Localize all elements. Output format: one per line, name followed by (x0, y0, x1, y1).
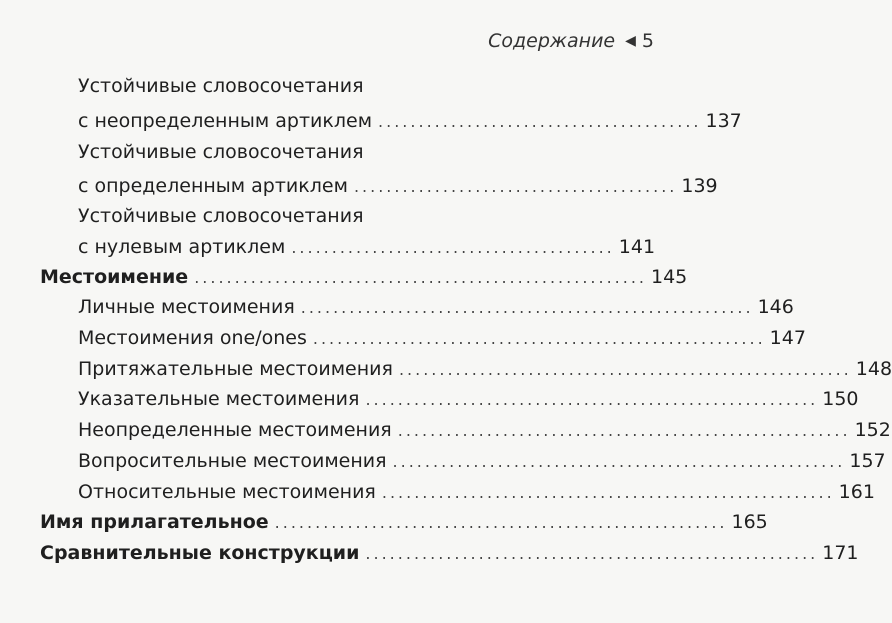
dot-leader: ........................................................ (365, 544, 819, 563)
triangle-left-icon: ◀ (625, 33, 636, 49)
toc-entry[interactable] (78, 323, 806, 353)
toc-entry[interactable] (78, 292, 794, 322)
dot-leader: ........................................................ (300, 298, 754, 317)
toc-entry[interactable] (78, 415, 891, 445)
dot-leader: ........................................ (378, 112, 702, 131)
toc-entry[interactable] (78, 477, 875, 507)
toc-entry-page: 141 (618, 236, 656, 258)
toc-entry-page: 150 (822, 388, 859, 410)
dot-leader: ........................................................ (398, 360, 852, 379)
dot-leader: ........................................................ (312, 329, 766, 348)
toc-entry[interactable] (40, 507, 768, 537)
toc-entry[interactable] (78, 232, 656, 262)
toc-entry-label: с неопределенным артиклем (78, 110, 373, 132)
toc-entry-label: Указательные местоимения (78, 388, 360, 410)
toc-entry-label: Местоимение (40, 266, 189, 288)
dot-leader: ........................................................ (365, 390, 819, 409)
toc-entry[interactable] (78, 384, 859, 414)
running-header (488, 30, 654, 52)
toc-entry-page: 147 (769, 327, 806, 349)
dot-leader: ........................................................ (392, 452, 846, 471)
dot-leader: ........................................ (291, 238, 615, 257)
toc-entry-line1: Устойчивые словосочетания (78, 75, 364, 97)
toc-entry-label: Местоимения one/ones (78, 327, 307, 349)
dot-leader: ........................................................ (274, 513, 728, 532)
toc-entry-page: 152 (854, 419, 891, 441)
toc-entry-page: 137 (705, 110, 742, 132)
toc-entry-page: 146 (757, 296, 794, 318)
toc-entry[interactable] (40, 262, 688, 292)
toc-entry-label: Сравнительные конструкции (40, 542, 360, 564)
toc-entry-label: Притяжательные местоимения (78, 358, 393, 380)
dot-leader: ........................................................ (381, 483, 835, 502)
toc-entry-page: 165 (731, 511, 768, 533)
toc-entry-line1: Устойчивые словосочетания (78, 141, 364, 163)
toc-entry[interactable] (40, 538, 859, 568)
toc-entry-label: Относительные местоимения (78, 481, 376, 503)
toc-entry-label: с определенным артиклем (78, 175, 348, 197)
toc-entry[interactable] (78, 446, 886, 476)
page-number: 5 (641, 30, 654, 52)
toc-entry-label: Личные местоимения (78, 296, 295, 318)
toc-entry-page: 171 (822, 542, 859, 564)
toc-entry-label: Вопросительные местоимения (78, 450, 387, 472)
toc-entry-label: Неопределенные местоимения (78, 419, 392, 441)
toc-entry[interactable] (78, 171, 718, 201)
dot-leader: ........................................ (353, 177, 678, 196)
toc-entry-page: 157 (849, 450, 886, 472)
toc-entry-page: 148 (855, 358, 892, 380)
toc-entry[interactable] (78, 354, 892, 384)
toc-entry-page: 145 (651, 266, 688, 288)
toc-entry-page: 139 (681, 175, 718, 197)
toc-entry-page: 161 (838, 481, 875, 503)
toc-entry-line1: Устойчивые словосочетания (78, 205, 364, 227)
toc-entry-label: с нулевым артиклем (78, 236, 286, 258)
toc-entry[interactable] (78, 106, 742, 136)
toc-entry-label: Имя прилагательное (40, 511, 269, 533)
dot-leader: ........................................................ (194, 268, 647, 287)
page-section-title: Содержание (488, 30, 616, 52)
dot-leader: ........................................................ (397, 421, 851, 440)
